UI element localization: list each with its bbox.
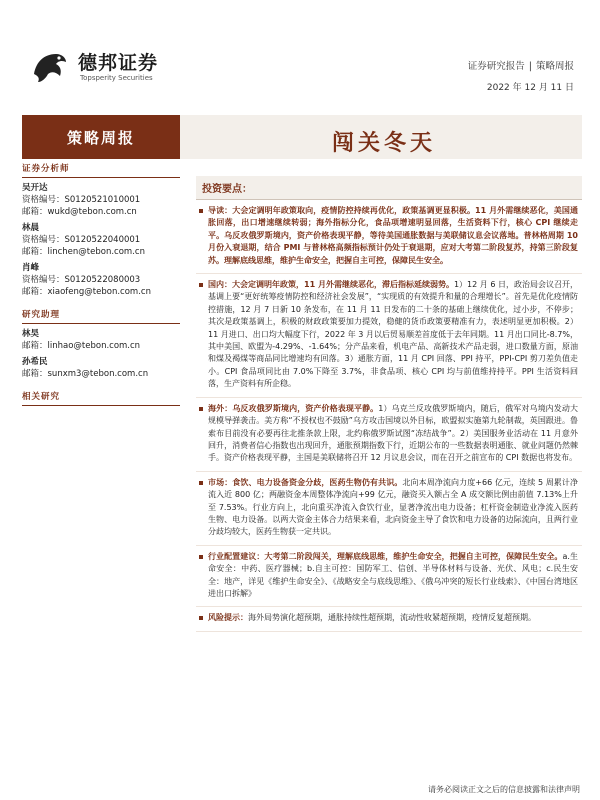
analyst-name: 吴开达 xyxy=(22,183,48,193)
title-background xyxy=(180,115,582,159)
report-category: 证券研究报告 xyxy=(467,61,525,72)
summary-body: 海外局势演化超预期，通胀持续性超预期，流动性收紧超预期，疫情反复超预期。 xyxy=(248,613,536,623)
main-content xyxy=(196,176,582,632)
assistants-heading: 研究助理 xyxy=(22,306,180,324)
report-date: 2022 年 12 月 11 日 xyxy=(486,83,574,93)
tebon-logo-icon xyxy=(26,44,72,90)
summary-body: 1）乌克兰反攻俄罗斯境内，随后，俄军对乌境内发动大规模导弹袭击。美方称“不授权也不鼓励”乌方攻击国境以外目标，欧盟拟实施第九轮制裁，英国跟进。鲁索布目前没有必要再往北推条款上限，北约称俄罗斯试图“冻结战争”。2）美国服务业活动在 11 月意外回升，消费者信心指数也出现回升，通胀预期指数下行，近期公布的一些数据表明通胀、就业问题仍然棘手。资产价格表现平静，主国是美联储将召开 12 月议息会议，而在召开之前宣布的 CPI 数据也将发布。 xyxy=(208,403,579,463)
analyst-email[interactable]: 邮箱：wukd@tebon.com.cn xyxy=(22,207,137,217)
analysts-heading: 证券分析师 xyxy=(22,160,180,178)
company-logo xyxy=(26,44,206,90)
summary-item xyxy=(196,546,582,608)
analyst-name: 肖峰 xyxy=(22,263,40,273)
summary-heading: 投资要点： xyxy=(196,176,582,200)
analyst-card xyxy=(22,182,180,218)
bullet-icon xyxy=(199,481,203,485)
assistant-email[interactable]: 邮箱：linhao@tebon.com.cn xyxy=(22,341,141,351)
footer-disclaimer: 请务必阅读正文之后的信息披露和法律声明 xyxy=(428,785,580,794)
summary-lead: 海外：乌反攻俄罗斯境内，资产价格表现平静。 xyxy=(208,403,379,413)
analyst-email[interactable]: 邮箱：linchen@tebon.com.cn xyxy=(22,247,145,257)
logo-text-cn: 德邦证券 xyxy=(78,52,159,74)
analyst-name: 林晨 xyxy=(22,223,40,233)
analyst-card xyxy=(22,222,180,258)
logo-text-en: Topsperity Securities xyxy=(80,74,153,82)
assistant-email[interactable]: 邮箱：sunxm3@tebon.com.cn xyxy=(22,369,149,379)
sidebar xyxy=(22,152,180,406)
bullet-icon xyxy=(199,209,203,213)
assistant-card xyxy=(22,328,180,352)
analyst-cert: 资格编号：S0120522040001 xyxy=(22,235,141,245)
summary-item xyxy=(196,398,582,472)
analyst-card xyxy=(22,262,180,298)
summary-item xyxy=(196,200,582,274)
bullet-icon xyxy=(199,555,203,559)
page-header xyxy=(0,0,600,110)
summary-item xyxy=(196,274,582,398)
summary-lead: 导读：大会定调明年政策取向，疫情防控持续再优化，政策基调更显积极。11 月外需继续恶化，美国通胀回落，出口增速继续转弱；海外指标分化，食品项增速明显回落，生活资料下行，核心 CPI 继续走平。乌反攻俄罗斯境内，资产价格表现平静，等待美国通胀数据与美联储议息会议落地。普林格周期 10 月份入衰退期，结合 PMI 与普林格高频指标预计仍处于衰退期，应对大考第二阶段复苏，持第三阶段复苏。理解底线思维，维护生命安全，把握自主可控，保障民生安全。 xyxy=(208,206,578,265)
section-label: 策略周报 xyxy=(22,115,180,159)
bullet-icon xyxy=(199,283,203,287)
summary-body: 北向本周净流向力度+66 亿元，连续 5 周累计净流入近 800 亿；两融资金本周整体净流向+99 亿元，融资买入额占全 A 成交额比例由前值 7.13%上升至 7.53%。行业方向上，北向重买净流入食饮行业，显著净流出电力设备；杠杆资金制造业净流入医药生物、电力设备。以两大资金主体合力结果来看，北向资金主导了食饮和电力设备的边际流向，且两行业分歧均较大，医药生物获一定共识。 xyxy=(208,477,579,537)
report-title: 闯关冬天 xyxy=(331,130,436,156)
assistant-card xyxy=(22,356,180,380)
summary-lead: 国内：大会定调明年政策，11 月外需继续恶化，滞后指标延续弱势。 xyxy=(208,280,454,290)
bullet-icon xyxy=(199,616,203,620)
analyst-cert: 资格编号：S0120522080003 xyxy=(22,275,141,285)
summary-lead: 行业配置建议：大考第二阶段闯关，理解底线思维，维护生命安全，把握自主可控，保障民生安全。 xyxy=(208,551,563,561)
analyst-email[interactable]: 邮箱：xiaofeng@tebon.com.cn xyxy=(22,287,151,297)
assistant-name: 林昊 xyxy=(22,329,40,339)
summary-body: a.生命安全：中药、医疗器械；b.自主可控：国防军工、信创、半导体材料与设备、光伏、风电；c.民生安全：地产，详见《维护生命安全》、《战略安全与底线思维》、《俄乌冲突的短长行业线索》、《中国台湾地区进出口拆解》 xyxy=(208,551,579,598)
summary-lead: 市场：食饮、电力设备资金分歧，医药生物仍有共识。 xyxy=(208,477,403,487)
analyst-cert: 资格编号：S0120521010001 xyxy=(22,195,141,205)
summary-item xyxy=(196,472,582,546)
assistant-name: 孙希民 xyxy=(22,357,48,367)
related-research-heading: 相关研究 xyxy=(22,388,180,406)
report-subcategory: 策略周报 xyxy=(535,61,574,72)
summary-item xyxy=(196,607,582,631)
report-type: 证券研究报告 | 策略周报 xyxy=(467,61,574,72)
bullet-icon xyxy=(199,407,203,411)
summary-body: 1）12 月 6 日，政治局会议召开，基调上要“更好统筹疫情防控和经济社会发展”，“实现质的有效提升和量的合理增长”。首先是优化疫情防控措施，12 月 7 日新 10 条发布，在 11 月 11 日发布的二十条的基础上继续优化，过小步，不停步；其次是政策基调上，积极的财政政策要加力提效，稳健的货币政策要精准有力，表述明显更加积极。2）11 月进口、出口均大幅度下行，2022 年 3 月以后贸易顺差首度低于去年同期。11 月出口同比-8.7%，其中美国、欧盟为-4.29%、-1.64%；分产品来看，机电产品、高新技术产品走弱，进口数量方面，原油和煤及褐煤等商品同比增速均有回落。3）通胀方面，11 月 CPI 回落、PPI 持平，PPI-CPI 剪刀差负值走小。CPI 食品项同比由 7.0%下降至 3.7%，非食品项、核心 CPI 均与前值维持持平。PPI 生活资料回落，生产资料有所企稳。 xyxy=(208,280,578,389)
summary-lead: 风险提示： xyxy=(208,613,248,623)
